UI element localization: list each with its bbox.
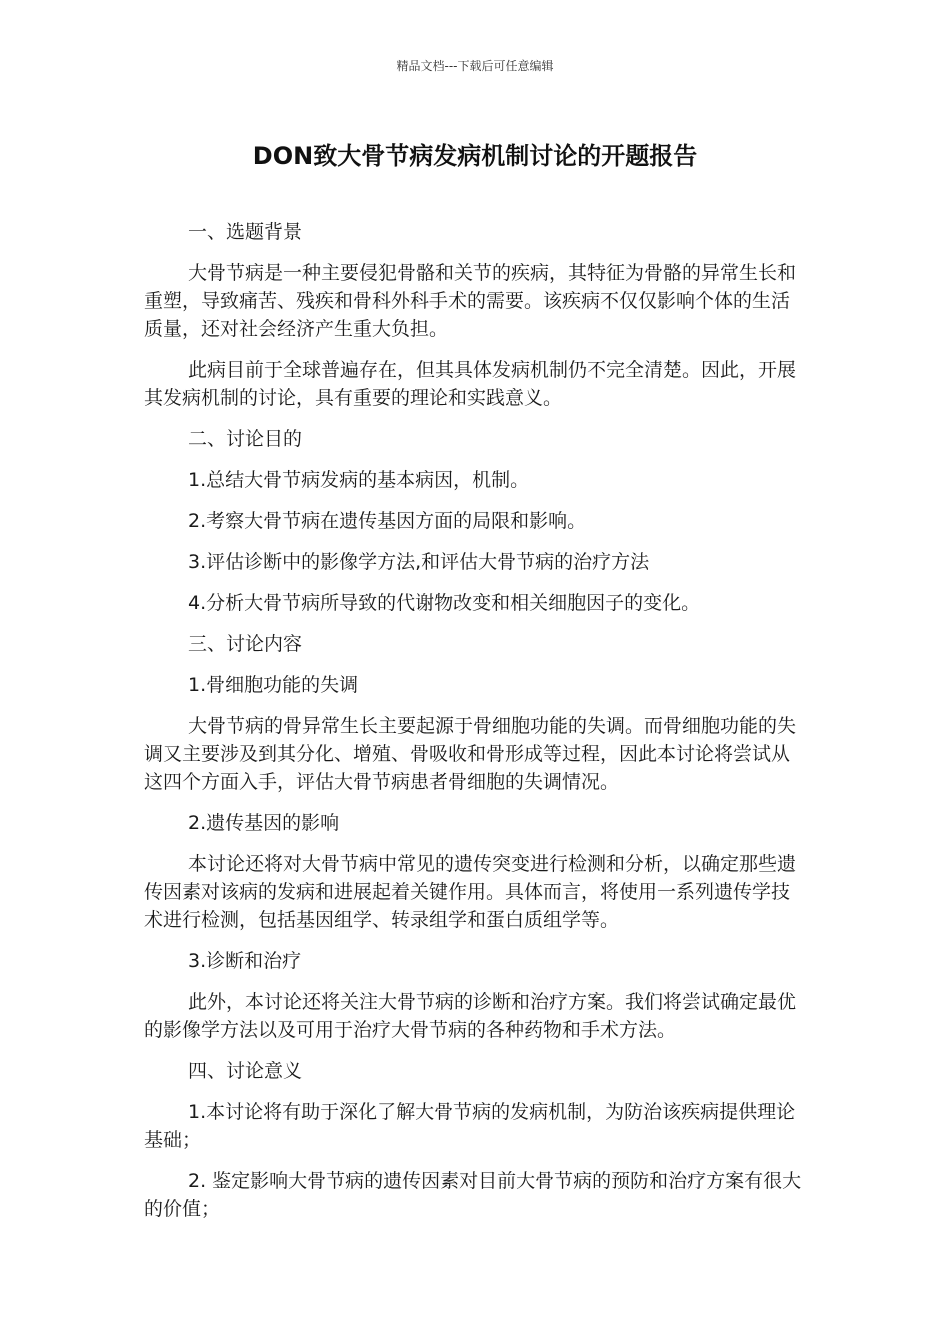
subheading-genetics: 2.遗传基因的影响 xyxy=(188,812,340,834)
paragraph-background-1: 大骨节病是一种主要侵犯骨骼和关节的疾病，其特征为骨骼的异常生长和重塑，导致痛苦、残疾和骨科外科手术的需要。该疾病不仅仅影响个体的生活质量，还对社会经济产生重大负担。 xyxy=(144,262,797,340)
section-heading-content: 三、讨论内容 xyxy=(188,633,303,655)
subheading-bone-cell: 1.骨细胞功能的失调 xyxy=(188,674,359,696)
section-heading-significance: 四、讨论意义 xyxy=(188,1060,303,1082)
subheading-diagnosis: 3.诊断和治疗 xyxy=(188,950,302,972)
list-item-purpose-2: 2.考察大骨节病在遗传基因方面的局限和影响。 xyxy=(188,510,587,532)
list-item-purpose-1: 1.总结大骨节病发病的基本病因，机制。 xyxy=(188,469,530,491)
paragraph-bone-cell: 大骨节病的骨异常生长主要起源于骨细胞功能的失调。而骨细胞功能的失调又主要涉及到其分化、增殖、骨吸收和骨形成等过程，因此本讨论将尝试从这四个方面入手，评估大骨节病患者骨细胞的失调情况。 xyxy=(144,715,797,793)
list-item-significance-2: 2. 鉴定影响大骨节病的遗传因素对目前大骨节病的预防和治疗方案有很大的价值； xyxy=(144,1170,802,1220)
document-title: DON致大骨节病发病机制讨论的开题报告 xyxy=(252,142,698,170)
section-heading-purpose: 二、讨论目的 xyxy=(188,428,303,450)
list-item-purpose-3: 3.评估诊断中的影像学方法,和评估大骨节病的治疗方法 xyxy=(188,551,650,573)
list-item-significance-1: 1.本讨论将有助于深化了解大骨节病的发病机制，为防治该疾病提供理论基础； xyxy=(144,1101,796,1151)
list-item-purpose-4: 4.分析大骨节病所导致的代谢物改变和相关细胞因子的变化。 xyxy=(188,592,701,614)
document-body xyxy=(144,218,804,1236)
paragraph-genetics: 本讨论还将对大骨节病中常见的遗传突变进行检测和分析，以确定那些遗传因素对该病的发病和进展起着关键作用。具体而言，将使用一系列遗传学技术进行检测，包括基因组学、转录组学和蛋白质组学等。 xyxy=(144,853,797,931)
paragraph-diagnosis: 此外，本讨论还将关注大骨节病的诊断和治疗方案。我们将尝试确定最优的影像学方法以及可用于治疗大骨节病的各种药物和手术方法。 xyxy=(144,991,797,1041)
paragraph-background-2: 此病目前于全球普遍存在，但其具体发病机制仍不完全清楚。因此，开展其发病机制的讨论，具有重要的理论和实践意义。 xyxy=(144,359,797,409)
section-heading-background: 一、选题背景 xyxy=(188,221,303,243)
page-header-note: 精品文档---下载后可任意编辑 xyxy=(396,59,554,73)
